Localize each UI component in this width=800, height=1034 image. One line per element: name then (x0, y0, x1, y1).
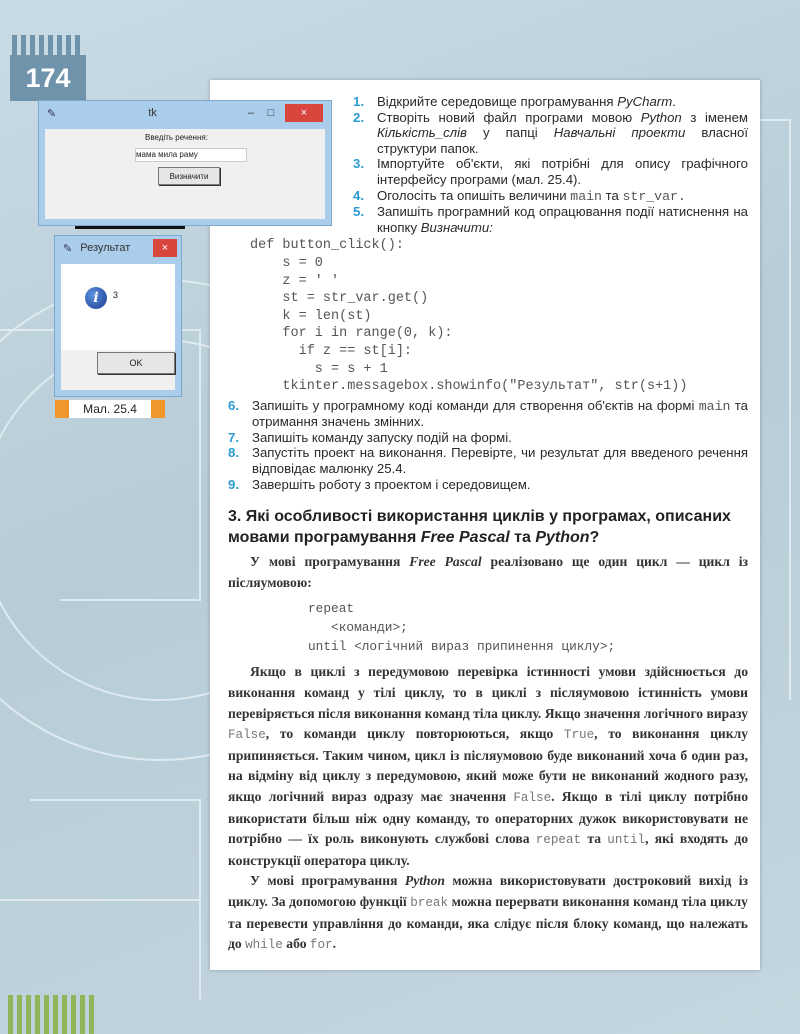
code-line: k = len(st) (250, 308, 372, 324)
paragraph-postcondition (228, 662, 748, 871)
prompt-label: Введіть речення: (145, 133, 208, 142)
pascal-code-block (308, 599, 748, 656)
code-line: st = str_var.get() (250, 291, 429, 307)
text-segment: Оголосіть та опишіть величини (377, 187, 571, 203)
text-segment: У мові програмування (250, 873, 405, 889)
feather-icon: ✎ (47, 107, 57, 120)
text-segment: Відкрийте середовище програмування (377, 94, 618, 109)
text-segment: та отримання значень змінних. (252, 397, 748, 430)
minimize-button[interactable]: – (247, 107, 255, 119)
result-title: Результат (80, 242, 131, 254)
code-line: until <логічний вираз припинення циклу>; (308, 639, 616, 655)
step-number: 6. (228, 397, 239, 413)
step-number: 3. (353, 156, 364, 172)
step-text (377, 204, 748, 235)
step-text (377, 110, 748, 157)
step-text (377, 94, 748, 110)
text-segment: або (282, 936, 310, 952)
step-text (377, 156, 748, 187)
text-segment: можна використовувати достроковий вихід із циклу. За допомогою функції (228, 873, 748, 909)
caption-text: Мал. 25.4 (83, 402, 137, 416)
determine-button[interactable]: Визначити (158, 167, 220, 185)
step-item (353, 156, 748, 187)
info-icon: i (85, 287, 107, 309)
text-segment: з іменем (681, 109, 748, 125)
step-item (228, 477, 748, 493)
text-segment: Free Pascal (420, 529, 510, 547)
step-item (228, 430, 748, 446)
inline-code: until (607, 833, 646, 848)
caption-marker (151, 400, 165, 418)
inline-code: while (245, 938, 283, 953)
step-text (252, 430, 748, 446)
text-segment: Python (640, 109, 682, 125)
page-number: 174 (10, 55, 86, 101)
inline-code: repeat (535, 833, 582, 848)
inline-code: str_var. (622, 188, 686, 204)
text-segment: та (601, 187, 623, 203)
maximize-button[interactable]: □ (267, 107, 275, 119)
text-segment: . Якщо в тілі циклу потрібно використати більш ніж одну команду, то операторних дужок використовувати не потрібно — їх роль виконують службові слова (228, 789, 748, 847)
paragraph-python-break (228, 871, 748, 955)
text-segment: Запишіть програмний код опрацювання події натиснення на кнопку (377, 204, 748, 235)
text-segment: Імпортуйте об'єкти, які потрібні для опису графічного інтерфейсу програми (мал. 25.4). (377, 156, 748, 187)
python-code-block (250, 237, 748, 395)
text-segment: ? (589, 529, 600, 547)
code-line: tkinter.messagebox.showinfo("Результат", str(s+1)) (250, 379, 688, 395)
step-text (252, 398, 748, 430)
step-number: 4. (353, 187, 364, 203)
inline-code: for (309, 938, 333, 953)
text-segment: Python (535, 529, 590, 547)
inline-code: main (570, 188, 602, 204)
text-segment: Запишіть команду запуску подій на формі. (252, 429, 512, 445)
step-text (252, 477, 748, 493)
step-number: 2. (353, 109, 364, 125)
code-line: s = 0 (250, 255, 323, 271)
text-segment: Free Pascal (409, 554, 482, 570)
text-segment: Створіть новий файл програми мовою (377, 109, 641, 125)
section-heading (228, 506, 748, 548)
text-segment: власної структури папок. (377, 125, 748, 156)
text-segment: . (672, 94, 676, 109)
inline-code: False (228, 728, 266, 743)
feather-icon: ✎ (63, 242, 73, 255)
code-line: repeat (308, 601, 355, 617)
step-text (252, 445, 748, 476)
code-line: for i in range(0, k): (250, 326, 453, 342)
text-segment: можна перервати виконання команд тіла циклу та перевести управління до команди, яка слідує після блоку команд, що належать до (228, 893, 748, 952)
page-text-flow (228, 94, 748, 956)
inline-code: True (563, 728, 595, 743)
text-segment: у папці (466, 125, 554, 141)
result-window (54, 235, 182, 397)
caption-marker (55, 400, 69, 418)
step-number: 9. (228, 476, 239, 492)
page-tab-teeth (12, 35, 84, 55)
text-segment: Python (404, 873, 445, 889)
step-item (228, 445, 748, 476)
code-line: s = s + 1 (250, 361, 388, 377)
text-segment: , то команди циклу повторюються, якщо (265, 726, 564, 742)
sentence-input[interactable]: мама мила раму (135, 148, 247, 162)
text-segment: Запишіть у програмному коді команди для створення об'єктів на формі (252, 397, 699, 413)
code-line: def button_click(): (250, 238, 404, 254)
bottom-decoration (8, 995, 98, 1034)
inline-code: main (698, 398, 731, 414)
step-item (353, 110, 748, 157)
result-message: 3 (113, 290, 119, 300)
text-segment: Кількість_слів (377, 125, 467, 141)
step-text (377, 188, 748, 205)
code-line: z = ' ' (250, 273, 340, 289)
step-number: 7. (228, 429, 239, 445)
window-shadow-line (75, 226, 185, 229)
close-button[interactable]: × (285, 104, 323, 122)
text-segment: PyCharm (617, 94, 673, 109)
text-segment: та (581, 831, 608, 847)
text-segment: Запустіть проект на виконання. Перевірте, чи результат для введеного речення відповідає малюнку 25.4. (252, 445, 748, 477)
figure-caption (55, 400, 165, 418)
text-segment: Завершіть роботу з проектом і середовищем. (252, 476, 531, 492)
result-titlebar (55, 236, 181, 260)
step-number: 8. (228, 445, 239, 461)
result-close-button[interactable]: × (153, 239, 177, 257)
step-item (228, 398, 748, 430)
step-item (353, 188, 748, 205)
text-segment: У мові програмування (250, 554, 410, 570)
text-segment: та (509, 529, 536, 547)
text-segment: реалізовано ще один цикл — цикл із післяумовою: (228, 554, 748, 590)
inline-code: break (410, 895, 449, 910)
code-line: if z == st[i]: (250, 343, 413, 359)
step-item (353, 94, 748, 110)
paragraph-free-pascal (228, 552, 748, 593)
code-line: <команди>; (308, 620, 408, 636)
ok-button[interactable]: OK (97, 352, 175, 374)
text-segment: , які входять до конструкції оператора циклу. (228, 831, 748, 868)
text-segment: 3. Які особливості використання циклів у програмах, описаних мовами програмування (228, 508, 731, 547)
text-segment: Визначити: (420, 219, 493, 235)
text-segment: . (332, 936, 336, 952)
steps-bottom (228, 398, 748, 493)
step-number: 1. (353, 94, 364, 109)
text-segment: , то виконання циклу припиняється. Таким чином, цикл із післяумовою буде виконаний хоча б один раз, на відміну від циклу з передумовою, який може бути не виконаний жодного разу, якщо логічний вираз одразу має значення (228, 726, 748, 804)
step-item (353, 204, 748, 235)
steps-top (353, 94, 748, 235)
step-number: 5. (353, 204, 364, 220)
tk-title: tk (148, 107, 157, 119)
text-segment: Якщо в циклі з передумовою перевірка істинності умови здійснюється до виконання команд у тілі циклу, то в циклі з післяумовою істинність умови перевіряється після виконання команд тіла циклу. Якщо значення логічного виразу (228, 664, 748, 721)
inline-code: False (513, 791, 552, 805)
text-segment: Навчальні проекти (553, 125, 686, 141)
